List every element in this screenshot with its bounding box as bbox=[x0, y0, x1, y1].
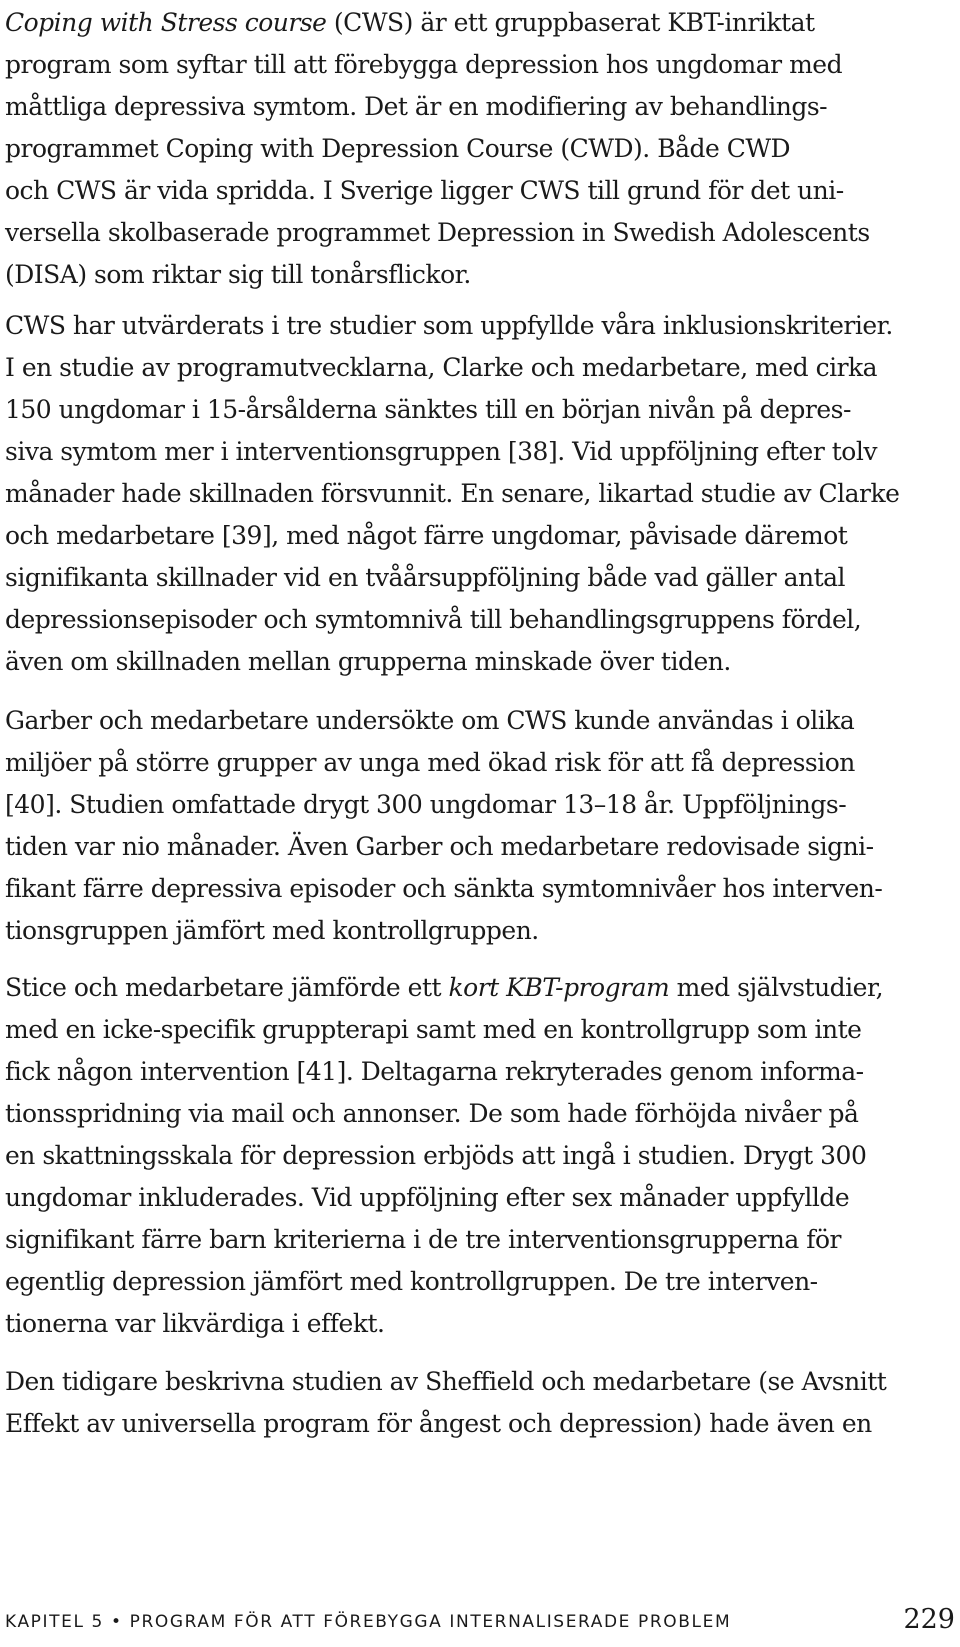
text-line bbox=[5, 742, 955, 784]
text-run: och medarbetare [39], med något färre ungdomar, påvisade däremot bbox=[5, 521, 848, 550]
text-run: siva symtom mer i interventionsgruppen [38]. Vid uppföljning efter tolv bbox=[5, 437, 877, 466]
text-run: signifikant färre barn kriterierna i de tre interventionsgrupperna för bbox=[5, 1225, 841, 1254]
text-run: tionerna var likvärdiga i effekt. bbox=[5, 1309, 385, 1338]
text-line bbox=[5, 1361, 955, 1403]
text-line bbox=[5, 910, 955, 952]
text-line bbox=[5, 1303, 955, 1345]
text-run: [40]. Studien omfattade drygt 300 ungdomar 13–18 år. Uppföljnings- bbox=[5, 790, 847, 819]
text-run: (CWS) är ett gruppbaserat KBT-inriktat bbox=[326, 8, 815, 37]
text-run: Garber och medarbetare undersökte om CWS kunde användas i olika bbox=[5, 706, 855, 735]
text-line bbox=[5, 641, 955, 683]
text-line bbox=[5, 2, 955, 44]
page-number: 229 bbox=[903, 1604, 955, 1635]
text-line bbox=[5, 868, 955, 910]
text-run: med självstudier, bbox=[669, 973, 884, 1002]
text-line bbox=[5, 170, 955, 212]
text-run: (DISA) som riktar sig till tonårsflickor. bbox=[5, 260, 471, 289]
text-run: Effekt av universella program för ångest och depression) hade även en bbox=[5, 1409, 872, 1438]
text-line bbox=[5, 347, 955, 389]
text-line bbox=[5, 254, 955, 296]
text-line bbox=[5, 557, 955, 599]
text-run: en skattningsskala för depression erbjöds att ingå i studien. Drygt 300 bbox=[5, 1141, 867, 1170]
text-line bbox=[5, 700, 955, 742]
text-run: versella skolbaserade programmet Depression in Swedish Adolescents bbox=[5, 218, 870, 247]
text-run: månader hade skillnaden försvunnit. En senare, likartad studie av Clarke bbox=[5, 479, 900, 508]
text-line bbox=[5, 784, 955, 826]
text-line bbox=[5, 1093, 955, 1135]
text-line bbox=[5, 473, 955, 515]
text-line bbox=[5, 1051, 955, 1093]
running-head: KAPITEL 5 • PROGRAM FÖR ATT FÖREBYGGA INTERNALISERADE PROBLEM bbox=[5, 1612, 732, 1632]
text-line bbox=[5, 128, 955, 170]
text-run: med en icke-specifik gruppterapi samt med en kontrollgrupp som inte bbox=[5, 1015, 862, 1044]
text-line bbox=[5, 826, 955, 868]
text-run: fick någon intervention [41]. Deltagarna rekryterades genom informa- bbox=[5, 1057, 864, 1086]
text-run: tionsgruppen jämfört med kontrollgruppen. bbox=[5, 916, 539, 945]
text-run: fikant färre depressiva episoder och sänkta symtomnivåer hos interven- bbox=[5, 874, 883, 903]
text-run: även om skillnaden mellan grupperna minskade över tiden. bbox=[5, 647, 731, 676]
text-line bbox=[5, 431, 955, 473]
text-line bbox=[5, 515, 955, 557]
text-line bbox=[5, 212, 955, 254]
text-run: 150 ungdomar i 15-årsålderna sänktes till en början nivån på depres- bbox=[5, 395, 851, 424]
text-run: Den tidigare beskrivna studien av Sheffield och medarbetare (se Avsnitt bbox=[5, 1367, 887, 1396]
text-run: egentlig depression jämfört med kontrollgruppen. De tre interven- bbox=[5, 1267, 818, 1296]
text-line bbox=[5, 305, 955, 347]
text-line bbox=[5, 1009, 955, 1051]
text-line bbox=[5, 1135, 955, 1177]
text-line bbox=[5, 86, 955, 128]
italic-text: kort KBT-program bbox=[448, 973, 670, 1002]
text-line bbox=[5, 967, 955, 1009]
text-run: tionsspridning via mail och annonser. De som hade förhöjda nivåer på bbox=[5, 1099, 859, 1128]
text-line bbox=[5, 599, 955, 641]
text-line bbox=[5, 1261, 955, 1303]
text-run: CWS har utvärderats i tre studier som uppfyllde våra inklusionskriterier. bbox=[5, 311, 893, 340]
text-run: programmet Coping with Depression Course (CWD). Både CWD bbox=[5, 134, 791, 163]
text-run: måttliga depressiva symtom. Det är en modifiering av behandlings- bbox=[5, 92, 828, 121]
text-run: depressionsepisoder och symtomnivå till behandlingsgruppens fördel, bbox=[5, 605, 862, 634]
text-run: program som syftar till att förebygga depression hos ungdomar med bbox=[5, 50, 843, 79]
text-line bbox=[5, 1177, 955, 1219]
text-run: och CWS är vida spridda. I Sverige ligger CWS till grund för det uni- bbox=[5, 176, 844, 205]
text-run: miljöer på större grupper av unga med ökad risk för att få depression bbox=[5, 748, 855, 777]
text-run: ungdomar inkluderades. Vid uppföljning efter sex månader uppfyllde bbox=[5, 1183, 850, 1212]
text-line bbox=[5, 1403, 955, 1445]
text-line bbox=[5, 1219, 955, 1261]
text-run: signifikanta skillnader vid en tvåårsuppföljning både vad gäller antal bbox=[5, 563, 846, 592]
text-line bbox=[5, 389, 955, 431]
text-run: Stice och medarbetare jämförde ett bbox=[5, 973, 449, 1002]
text-run: tiden var nio månader. Även Garber och medarbetare redovisade signi- bbox=[5, 832, 874, 861]
text-line bbox=[5, 44, 955, 86]
italic-text: Coping with Stress course bbox=[5, 8, 327, 37]
text-run: I en studie av programutvecklarna, Clarke och medarbetare, med cirka bbox=[5, 353, 878, 382]
page-footer bbox=[5, 1604, 955, 1636]
